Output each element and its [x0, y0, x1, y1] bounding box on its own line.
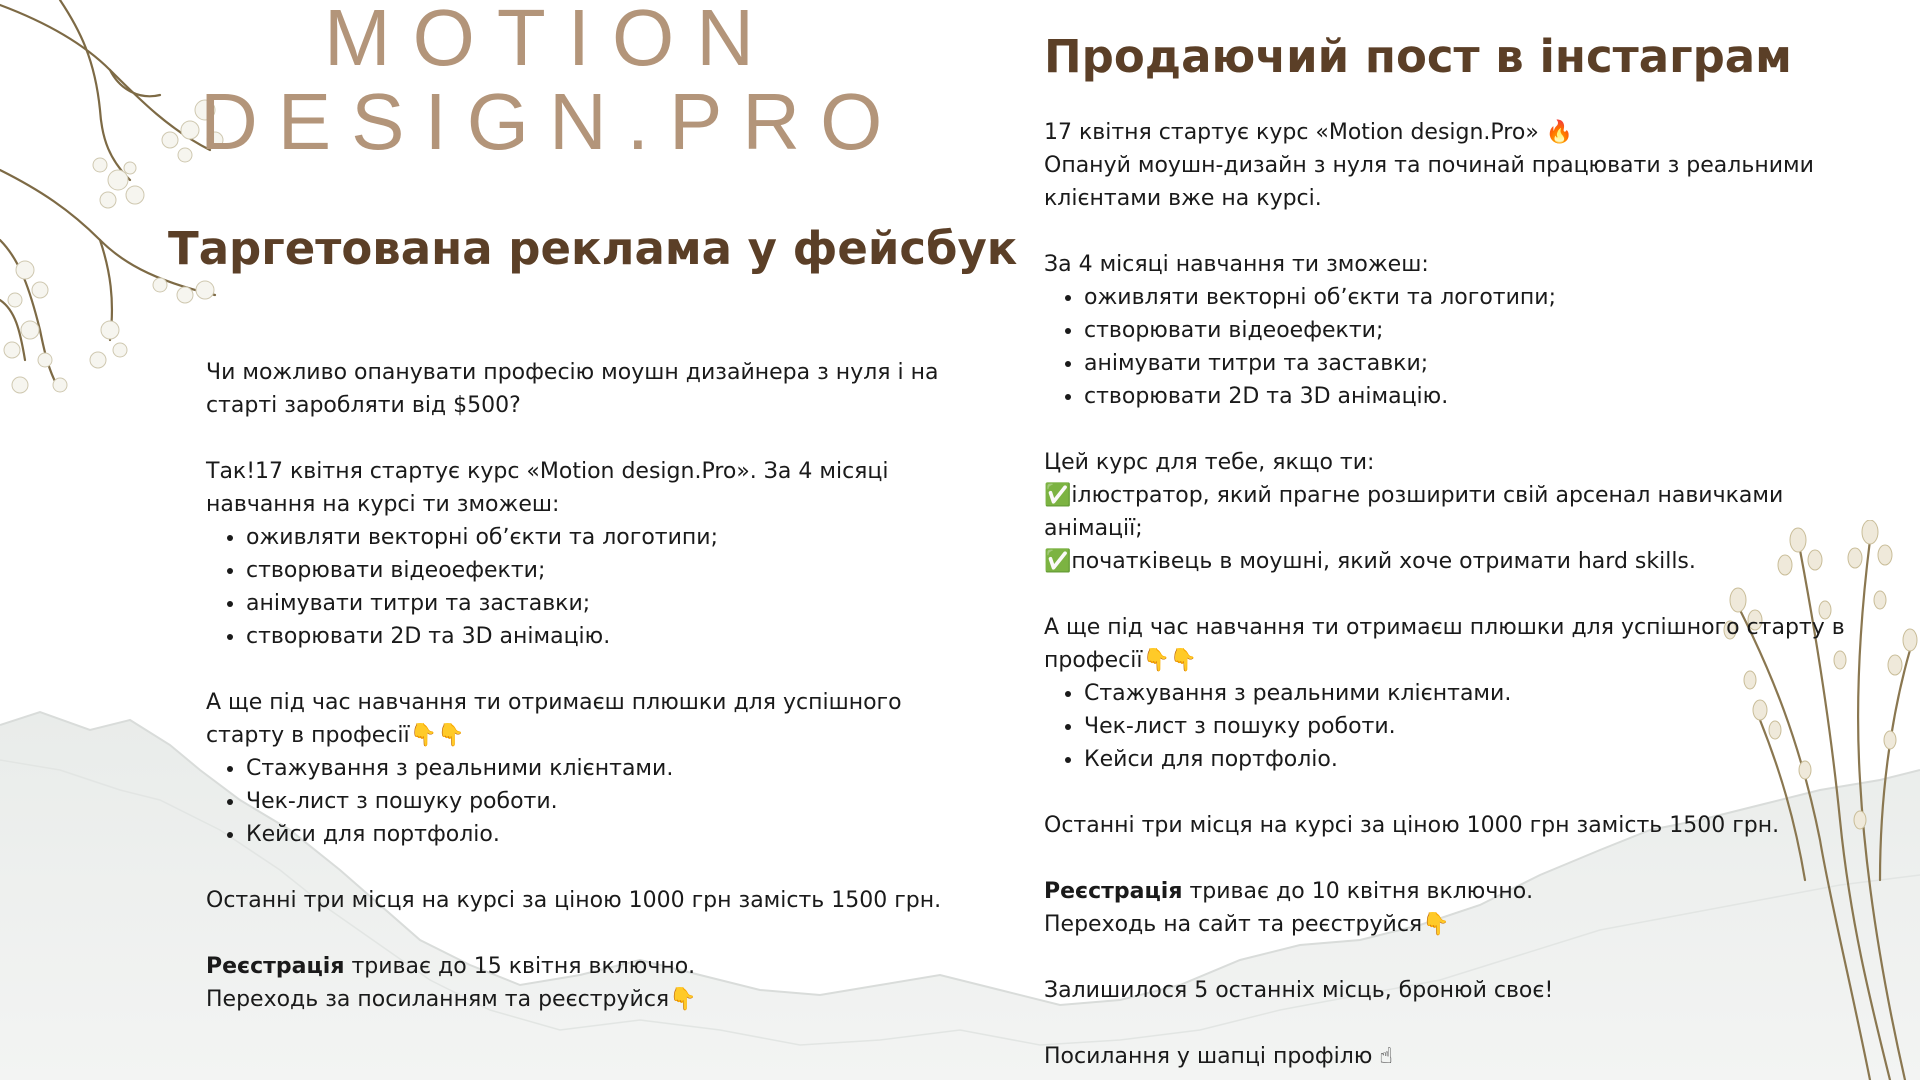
price-line: Останні три місця на курсі за ціною 1000 грн замість 1500 грн. — [206, 888, 942, 913]
skills-intro: За 4 місяці навчання ти зможеш: — [1044, 252, 1429, 277]
list-item: • анімувати титри та заставки; — [1084, 347, 1874, 380]
spots-left-line: Залишилося 5 останніх місць, бронюй своє! — [1044, 978, 1554, 1003]
list-item: • анімувати титри та заставки; — [246, 587, 986, 620]
logo-line-2: DESIGN.PRO — [200, 77, 903, 166]
list-item: • Кейси для портфоліо. — [246, 818, 986, 851]
registration-line — [1044, 875, 1874, 908]
list-item: • Стажування з реальними клієнтами. — [246, 752, 986, 785]
price-line: Останні три місця на курсі за ціною 1000 грн замість 1500 грн. — [1044, 813, 1780, 838]
bonus-intro: А ще під час навчання ти отримаєш плюшки для успішного старту в професії👇👇 — [1044, 615, 1845, 673]
list-item: • Стажування з реальними клієнтами. — [1084, 677, 1874, 710]
registration-label: Реєстрація — [206, 954, 345, 979]
list-item: • створювати 2D та 3D анімацію. — [1084, 380, 1874, 413]
instagram-post-heading: Продаючий пост в інстаграм — [1044, 30, 1792, 83]
registration-line — [206, 950, 986, 983]
instagram-post-text — [1044, 116, 1874, 1073]
list-item: • оживляти векторні обʼєкти та логотипи; — [1084, 281, 1874, 314]
start-line: 17 квітня стартує курс «Motion design.Pro» 🔥 — [1044, 120, 1574, 145]
bonus-intro: А ще під час навчання ти отримаєш плюшки для успішного старту в професії👇👇 — [206, 690, 902, 748]
audience-item: ✅ілюстратор, який прагне розширити свій арсенал навичками анімації; — [1044, 483, 1784, 541]
list-item: • Чек-лист з пошуку роботи. — [1084, 710, 1874, 743]
registration-deadline: триває до 10 квітня включно. — [1182, 879, 1534, 904]
facebook-ad-text — [206, 356, 986, 1016]
registration-deadline: триває до 15 квітня включно. — [344, 954, 696, 979]
list-item: • створювати відеоефекти; — [246, 554, 986, 587]
audience-item: ✅початківець в моушні, який хоче отримати hard skills. — [1044, 549, 1696, 574]
cta-line: Переходь за посиланням та реєструйся👇 — [206, 987, 697, 1012]
list-item: • Чек-лист з пошуку роботи. — [246, 785, 986, 818]
skills-list — [206, 521, 986, 653]
list-item: • створювати відеоефекти; — [1084, 314, 1874, 347]
skills-list — [1044, 281, 1874, 413]
logo-line-1: MOTION — [324, 0, 776, 82]
list-item: • Кейси для портфоліо. — [1084, 743, 1874, 776]
bonus-list — [206, 752, 986, 851]
pitch-line: Опануй моушн-дизайн з нуля та починай працювати з реальними клієнтами вже на курсі. — [1044, 153, 1814, 211]
cta-line: Переходь на сайт та реєструйся👇 — [1044, 912, 1450, 937]
list-item: • створювати 2D та 3D анімацію. — [246, 620, 986, 653]
brand-logo — [200, 0, 903, 166]
bonus-list — [1044, 677, 1874, 776]
facebook-ad-heading: Таргетована реклама у фейсбук — [168, 222, 1018, 275]
profile-link-line: Посилання у шапці профілю ☝ — [1044, 1044, 1393, 1069]
intro-question: Чи можливо опанувати професію моушн дизайнера з нуля і на старті заробляти від $500? — [206, 360, 939, 418]
registration-label: Реєстрація — [1044, 879, 1183, 904]
intro-answer: Так!17 квітня стартує курс «Motion design.Pro». За 4 місяці навчання на курсі ти зможеш: — [206, 459, 889, 517]
audience-intro: Цей курс для тебе, якщо ти: — [1044, 450, 1375, 475]
list-item: • оживляти векторні обʼєкти та логотипи; — [246, 521, 986, 554]
